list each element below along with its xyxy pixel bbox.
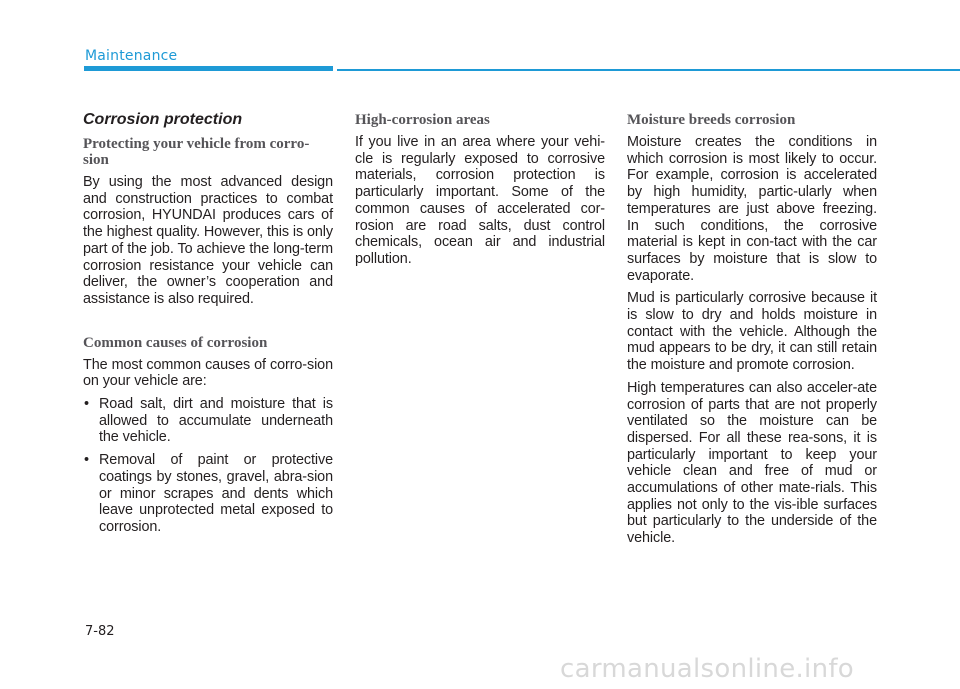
- right-column: [627, 110, 877, 553]
- bullet-item: [83, 452, 333, 536]
- watermark: carmanualsonline.info: [560, 654, 855, 684]
- paragraph-protecting-vehicle: By using the most advanced design and construction practices to combat corrosion, HYUNDAI produces cars of the highest quality. However, this is only part of the job. To achieve the long-term corrosion resistance your vehicle can deliver, the owner’s cooperation and assistance is also required.: [83, 174, 333, 307]
- section-title: Corrosion protection: [83, 111, 243, 128]
- paragraph-high-temperatures: High temperatures can also acceler-ate corrosion of parts that are not properly ventilated so the moisture can be dispersed. For all these rea-sons, it is particularly important to keep your vehicle clean and free of mud or accumulations of other mate-rials. This applies not only to the vis-ible surfaces but particularly to the underside of the vehicle.: [627, 379, 877, 547]
- heading-common-causes: Common causes of corrosion: [83, 334, 268, 351]
- middle-column: [355, 110, 605, 274]
- header-rule-thick: [84, 66, 333, 71]
- bullet-text: Road salt, dirt and moisture that is allowed to accumulate underneath the vehicle.: [99, 396, 333, 446]
- header-rule-thin: [337, 69, 960, 71]
- heading-moisture-breeds-corrosion: Moisture breeds corrosion: [627, 112, 796, 128]
- spacer: [83, 314, 333, 335]
- bullet-item: [83, 396, 333, 446]
- bullet-glyph: •: [84, 396, 89, 413]
- left-column: [83, 110, 333, 542]
- paragraph-high-corrosion-areas: If you live in an area where your vehi-cle is regularly exposed to corrosive materials, corrosion protection is particularly important. Some of the common causes of accelerated cor-rosion are road salts, dust control chemicals, ocean air and industrial pollution.: [355, 134, 605, 267]
- heading-protecting-vehicle: Protecting your vehicle from corro- sion: [83, 136, 310, 168]
- header-section-label: Maintenance: [85, 48, 178, 64]
- paragraph-moisture: Moisture creates the conditions in which corrosion is most likely to occur. For example, corrosion is accelerated by high humidity, partic-ularly when temperatures are just above freezing. In such conditions, the corrosive material is kept in con-tact with the car surfaces by moisture that is slow to evaporate.: [627, 134, 877, 284]
- paragraph-common-causes: The most common causes of corro-sion on your vehicle are:: [83, 356, 333, 390]
- causes-bullet-list: [83, 396, 333, 536]
- heading-high-corrosion-areas: High-corrosion areas: [355, 112, 490, 128]
- bullet-text: Removal of paint or protective coatings by stones, gravel, abra-sion or minor scrapes and dents which leave unprotected metal exposed to corrosion.: [99, 452, 333, 535]
- paragraph-mud: Mud is particularly corrosive because it is slow to dry and holds moisture in contact with the vehicle. Although the mud appears to be dry, it can still retain the moisture and promote corrosion.: [627, 290, 877, 374]
- page-number: 7-82: [85, 624, 115, 639]
- bullet-glyph: •: [84, 452, 89, 469]
